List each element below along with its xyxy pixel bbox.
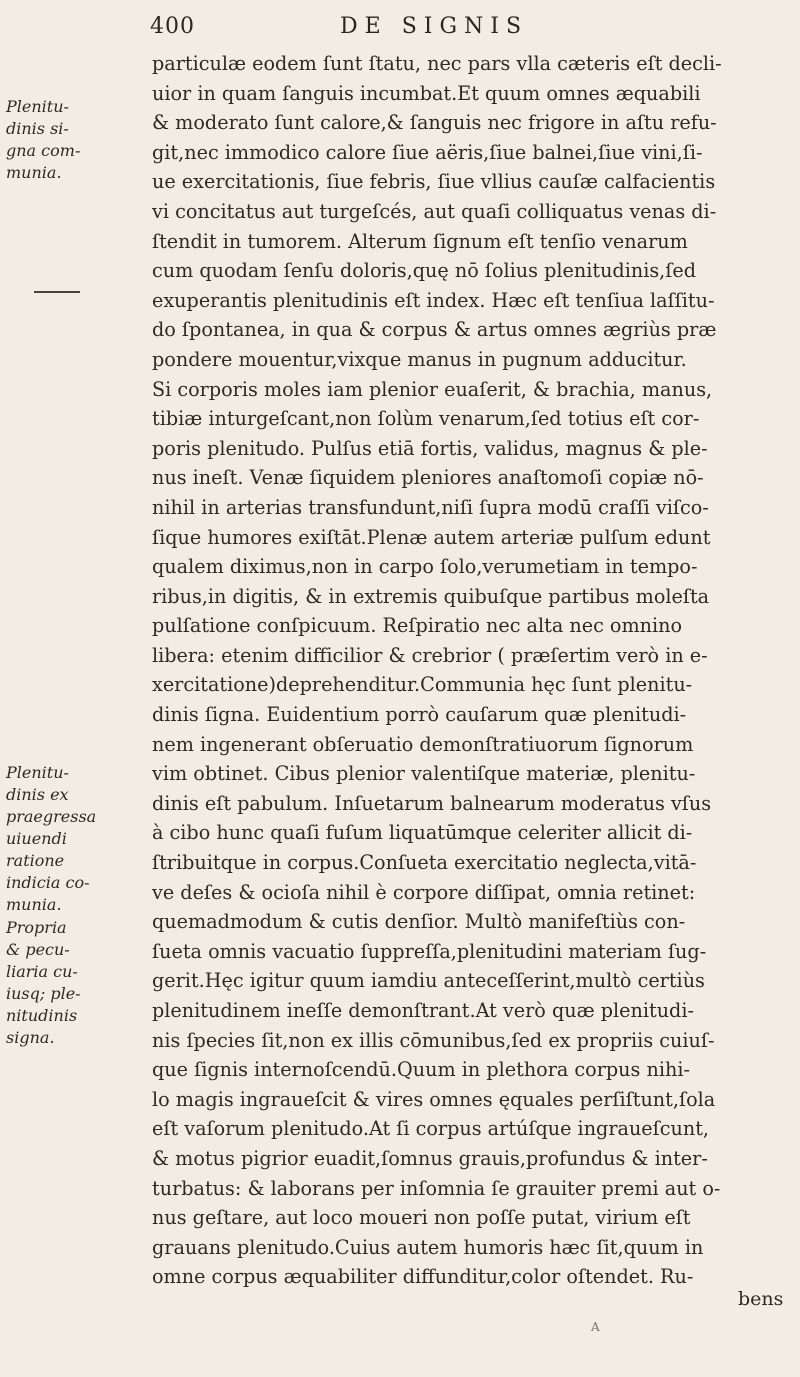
text-line: dinis eſt pabulum. Inſuetarum balnearum moderatus vſus	[152, 791, 712, 815]
running-title: DE SIGNIS	[340, 14, 529, 39]
text-line: gerit.Hęc igitur quum iamdiu anteceſſerint,multò certiùs	[152, 969, 705, 993]
margin-note-line: praegressa	[6, 807, 97, 826]
text-line: quemadmodum & cutis denſior. Multò manifeſtiùs con-	[152, 910, 686, 934]
margin-note-line: Propria	[6, 918, 67, 937]
text-line: vim obtinet. Cibus plenior valentiſque materiæ, plenitu-	[152, 762, 696, 786]
text-line: pulſatione conſpicuum. Reſpiratio nec alta nec omnino	[152, 614, 683, 638]
margin-note-line: liaria cu-	[6, 962, 78, 981]
catchword: bens	[738, 1288, 784, 1310]
margin-note-line: signa.	[6, 1028, 55, 1047]
text-line: que ſignis internoſcendū.Quum in plethora corpus nihi-	[152, 1058, 690, 1082]
text-line: ſueta omnis vacuatio ſuppreſſa,plenitudini materiam ſug-	[152, 939, 707, 963]
text-line: grauans plenitudo.Cuius autem humoris hæc ſit,quum in	[152, 1235, 704, 1259]
margin-note-line: nitudinis	[6, 1006, 78, 1025]
margin-note-line: & pecu-	[6, 940, 70, 959]
margin-note-line: Plenitu-	[6, 97, 69, 116]
margin-note-line: gna com-	[6, 141, 81, 160]
text-line: ſique humores exiſtāt.Plenæ autem arteriæ pulſum edunt	[152, 525, 711, 549]
margin-note-plenitudinis-ex-ratione	[6, 762, 106, 916]
margin-note-propria-signa	[6, 917, 106, 1049]
text-line: pondere mouentur,vixque manus in pugnum adducitur.	[152, 347, 687, 371]
margin-note-plenitudinis-signa	[6, 96, 106, 184]
text-line: turbatus: & laborans per inſomnia ſe grauiter premi aut o-	[152, 1176, 721, 1200]
text-line: nus geſtare, aut loco moueri non poſſe putat, virium eſt	[152, 1206, 691, 1230]
text-line: xercitatione)deprehenditur.Communia hęc ſunt plenitu-	[152, 673, 693, 697]
text-line: nem ingenerant obſeruatio demonſtratiuorum ſignorum	[152, 732, 694, 756]
margin-note-line: munia.	[6, 895, 62, 914]
text-line: ve deſes & ocioſa nihil è corpore diſſipat, omnia retinet:	[152, 880, 696, 904]
text-line: particulæ eodem ſunt ſtatu, nec pars vlla cæteris eſt decli-	[152, 52, 722, 75]
text-line: dinis ſigna. Euidentium porrò cauſarum quæ plenitudi-	[152, 703, 687, 727]
text-line: nus ineſt. Venæ ſiquidem pleniores anaſtomoſi copiæ nō-	[152, 466, 704, 490]
text-line: omne corpus æquabiliter diffunditur,color oſtendet. Ru-	[152, 1265, 694, 1289]
margin-note-line: uiuendi	[6, 829, 67, 848]
text-line: lo magis ingraueſcit & vires omnes ęquales perſiſtunt,ſola	[152, 1087, 716, 1111]
margin-note-line: ratione	[6, 851, 65, 870]
text-line: poris plenitudo. Pulſus etiā fortis, validus, magnus & ple-	[152, 436, 708, 460]
text-line: exuperantis plenitudinis eſt index. Hæc eſt tenſiua laſſitu-	[152, 288, 715, 312]
text-line: ue exercitationis, ſiue febris, ſiue vllius cauſæ calfacientis	[152, 170, 716, 194]
page-number: 400	[150, 14, 195, 39]
text-line: uior in quam ſanguis incumbat.Et quum omnes æquabili	[152, 81, 701, 105]
text-line: Si corporis moles iam plenior euaſerit, & brachia, manus,	[152, 377, 713, 401]
text-line: ſtribuitque in corpus.Conſueta exercitatio neglecta,vitā-	[152, 851, 697, 875]
margin-note-line: iusq; ple-	[6, 984, 81, 1003]
margin-note-line: Plenitu-	[6, 763, 69, 782]
text-line: qualem diximus,non in carpo ſolo,verumetiam in tempo-	[152, 555, 698, 579]
text-line: vi concitatus aut turgeſcés, aut quaſi colliquatus venas di-	[152, 199, 717, 223]
text-line: nis ſpecies ſit,non ex illis cōmunibus,ſed ex propriis cuiuſ-	[152, 1028, 715, 1052]
text-line: ſtendit in tumorem. Alterum ſignum eſt tenſio venarum	[152, 229, 688, 253]
text-line: ribus,in digitis, & in extremis quibuſque partibus moleſta	[152, 584, 710, 608]
text-line: cum quodam ſenſu doloris,quę nō ſolius plenitudinis,ſed	[152, 259, 697, 283]
margin-note-line: indicia co-	[6, 873, 90, 892]
text-line: & moderato ſunt calore,& ſanguis nec frigore in aſtu refu-	[152, 111, 717, 135]
margin-dash-rule	[34, 291, 80, 293]
margin-note-line: dinis ex	[6, 785, 69, 804]
text-line: plenitudinem ineſſe demonſtrant.At verò quæ plenitudi-	[152, 999, 694, 1022]
text-line: nihil in arterias transfundunt,niſi ſupra modū craſſi viſco-	[152, 495, 709, 519]
body-text	[152, 49, 790, 1292]
signature-mark: A	[591, 1320, 600, 1334]
margin-note-line: dinis si-	[6, 119, 69, 138]
text-line: libera: etenim difficilior & crebrior ( præſertim verò in e-	[152, 643, 708, 667]
margin-note-line: munia.	[6, 163, 62, 182]
text-line: git,nec immodico calore ſiue aëris,ſiue balnei,ſiue vini,ſi-	[152, 140, 703, 164]
running-header	[150, 14, 790, 44]
text-line: do ſpontanea, in qua & corpus & artus omnes ægriùs præ	[152, 318, 717, 342]
text-line: à cibo hunc quaſi fuſum liquatūmque celeriter allicit di-	[152, 821, 693, 845]
text-line: tibiæ inturgeſcant,non ſolùm venarum,ſed totius eſt cor-	[152, 407, 700, 431]
text-line: eſt vaſorum plenitudo.At ſi corpus artúſque ingraueſcunt,	[152, 1117, 710, 1141]
text-line: & motus pigrior euadit,ſomnus grauis,profundus & inter-	[152, 1146, 708, 1170]
